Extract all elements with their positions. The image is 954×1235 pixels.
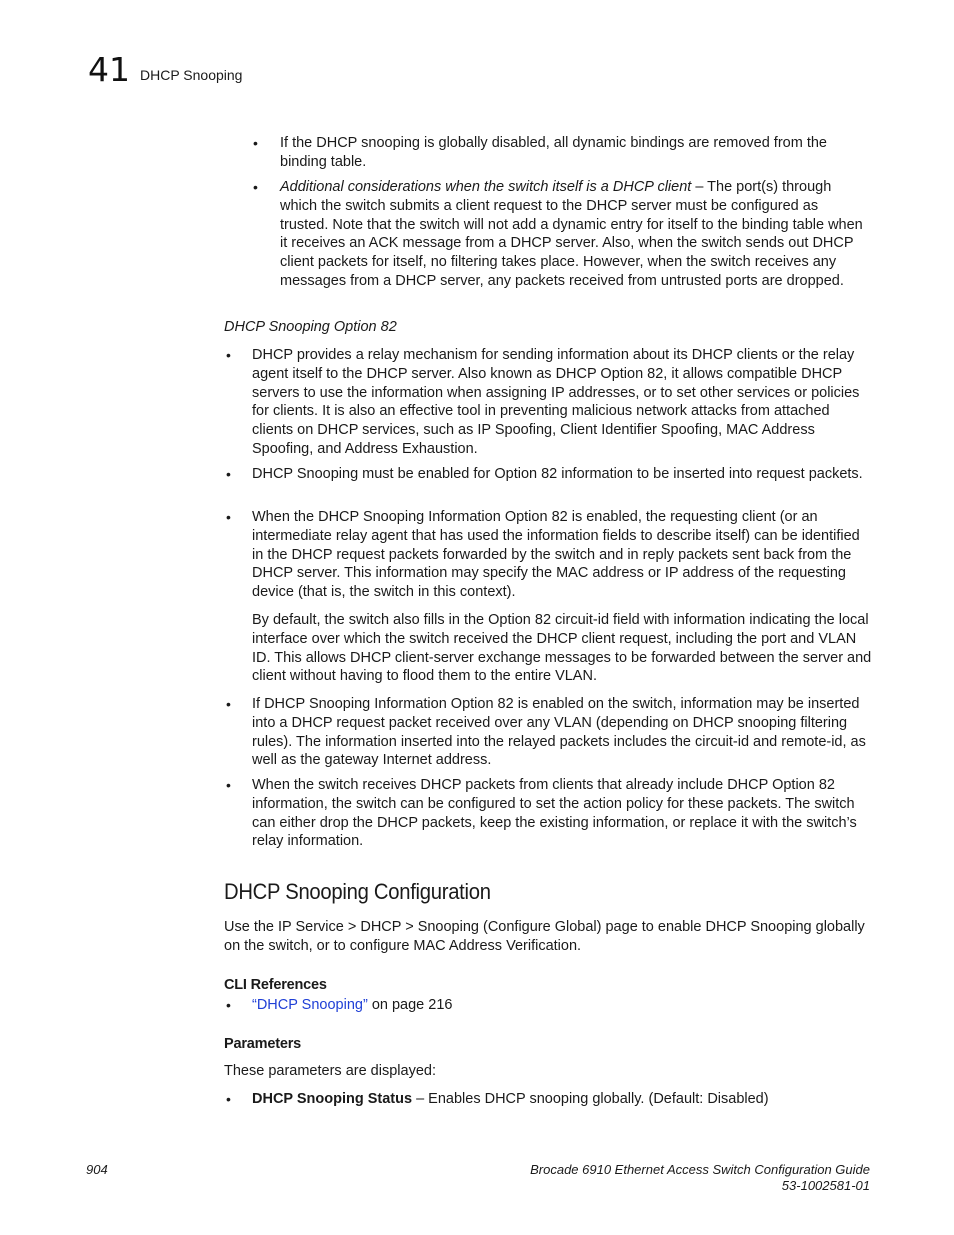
list-item: If the DHCP snooping is globally disabled, all dynamic bindings are removed from the binding table. xyxy=(280,135,827,170)
list-item-text: – The port(s) through which the switch submits a client request to the DHCP server must be configured as trusted. Note that the switch will not add a dynamic entry for itself to the binding table when it receives an ACK message from a DHCP server. Also, when the switch sends out DHCP client packets for itself, no filtering takes place. However, when the switch receives any messages from a DHCP server, any packets received from untrusted ports are dropped. xyxy=(280,179,863,289)
list-item: DHCP provides a relay mechanism for sending information about its DHCP clients or the relay agent itself to the DHCP server. Also known as DHCP Option 82, it allows compatible DHCP servers to use the information when assigning IP addresses, or to set other services or policies for clients. It is also an effective tool in preventing malicious network attacks from attached clients on DHCP services, such as IP Spoofing, Client Identifier Spoofing, MAC Address Spoofing, and Address Exhaustion. xyxy=(252,347,860,457)
parameters-intro: These parameters are displayed: xyxy=(224,1063,436,1079)
document-number: 53-1002581-01 xyxy=(781,1178,870,1193)
section-intro: Use the IP Service > DHCP > Snooping (Configure Global) page to enable DHCP Snooping globally on the switch, or to configure MAC Address Verification. xyxy=(224,919,865,954)
bullet-icon: • xyxy=(226,1091,231,1107)
parameter-description: – Enables DHCP snooping globally. (Default: Disabled) xyxy=(412,1091,769,1107)
subsection-title: DHCP Snooping Option 82 xyxy=(224,319,397,335)
page-number: 904 xyxy=(86,1162,108,1177)
list-item: When the DHCP Snooping Information Option 82 is enabled, the requesting client (or an intermediate relay agent that has used the information fields to describe itself) can be identified in the DHCP request packets forwarded by the switch and in reply packets sent back from the DHCP server. This information may specify the MAC address or IP address of the requesting device (that is, the switch in this context). xyxy=(252,509,860,601)
list-item: If DHCP Snooping Information Option 82 is enabled on the switch, information may be inserted into a DHCP request packet received over any VLAN (depending on DHCP snooping filtering rules). The information inserted into the relayed packets includes the circuit-id and remote-id, as well as the gateway Internet address. xyxy=(252,696,866,769)
bullet-icon: • xyxy=(226,509,231,525)
bullet-icon: • xyxy=(226,466,231,482)
guide-title: Brocade 6910 Ethernet Access Switch Configuration Guide xyxy=(530,1162,870,1177)
cli-reference-item xyxy=(252,996,452,1015)
list-item-italic: Additional considerations when the switch itself is a DHCP client xyxy=(280,179,692,195)
chapter-number: 41 xyxy=(88,50,130,89)
list-item xyxy=(280,178,870,291)
bullet-icon: • xyxy=(253,135,258,151)
parameters-heading: Parameters xyxy=(224,1036,301,1052)
cli-references-heading: CLI References xyxy=(224,977,327,993)
parameter-name: DHCP Snooping Status xyxy=(252,1091,413,1107)
bullet-icon: • xyxy=(226,777,231,793)
parameter-item xyxy=(252,1090,769,1109)
bullet-icon: • xyxy=(253,179,258,195)
list-item-continuation: By default, the switch also fills in the Option 82 circuit-id field with information indicating the local interface over which the switch received the DHCP client request, including the port and VLAN ID. This allows DHCP client-server exchange messages to be forwarded between the server and client without having to flood them to the entire VLAN. xyxy=(252,612,872,685)
chapter-title: DHCP Snooping xyxy=(140,67,243,83)
section-heading: DHCP Snooping Configuration xyxy=(224,879,491,904)
bullet-icon: • xyxy=(226,347,231,363)
list-item: DHCP Snooping must be enabled for Option 82 information to be inserted into request packets. xyxy=(252,466,863,482)
cli-reference-page: on page 216 xyxy=(367,997,453,1013)
list-item: When the switch receives DHCP packets from clients that already include DHCP Option 82 information, the switch can be configured to set the action policy for these packets. The switch can either drop the DHCP packets, keep the existing information, or replace it with the switch’s relay information. xyxy=(252,777,857,850)
dhcp-snooping-link[interactable]: “DHCP Snooping” xyxy=(252,997,368,1013)
bullet-icon: • xyxy=(226,997,231,1013)
bullet-icon: • xyxy=(226,696,231,712)
